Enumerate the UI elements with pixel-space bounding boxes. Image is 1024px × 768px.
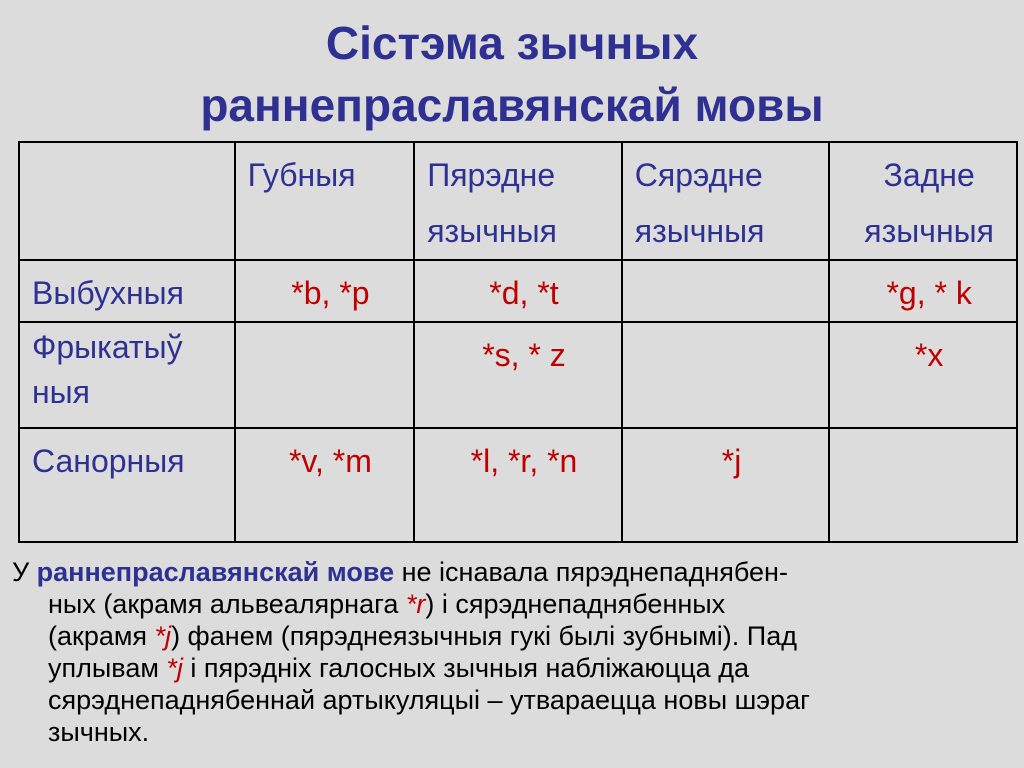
row-label-text: Выбухныя (32, 275, 184, 311)
consonant-table (18, 141, 1018, 543)
paragraph-line: зычных. (48, 717, 150, 747)
header-text: Сярэдне (634, 157, 763, 193)
table-cell: *l, *r, *n (414, 428, 622, 542)
header-back-lingual (829, 142, 1017, 260)
highlight-term: раннепраславянскай мове (36, 557, 395, 587)
header-text: язычныя (634, 213, 765, 249)
table-cell: *x (829, 322, 1017, 428)
table-cell: *d, *t (414, 260, 622, 322)
slide-title (0, 12, 1024, 136)
header-text: Пярэдне (427, 157, 556, 193)
row-label-plosive (19, 260, 235, 322)
header-text: язычныя (427, 213, 557, 249)
row-label-text: Фрыкатыў (32, 329, 183, 365)
text-span: У (12, 557, 37, 587)
header-row (19, 142, 1017, 260)
table-row (19, 322, 1017, 428)
explanation-paragraph (12, 556, 1010, 748)
table-row (19, 428, 1017, 542)
table-cell (829, 428, 1017, 542)
table-cell (235, 322, 415, 428)
table-cell (622, 260, 830, 322)
table-cell: *v, *m (235, 428, 415, 542)
phoneme-j: *j (166, 653, 183, 683)
header-text: Губныя (247, 157, 356, 193)
table-cell: *g, * k (829, 260, 1017, 322)
row-label-fricative (19, 322, 235, 428)
text-span: не існавала пярэднепаднябен- (394, 557, 788, 587)
row-label-text: ныя (32, 374, 90, 410)
table-cell: *j (622, 428, 830, 542)
header-text: язычныя (864, 213, 994, 249)
row-label-text: Санорныя (32, 443, 185, 479)
header-front-lingual (414, 142, 622, 260)
phoneme-r: *r (405, 589, 426, 619)
header-middle-lingual (622, 142, 830, 260)
text-span: ) фанем (пярэднеязычныя гукі былі зубнымі). Пад (171, 621, 797, 651)
header-text: Задне (883, 157, 975, 193)
paragraph-line (12, 652, 1010, 684)
text-span: уплывам (48, 653, 167, 683)
text-span: і пярэдніх галосных зычныя набліжаюцца да (182, 653, 749, 683)
text-span: ) і сярэднепаднябенных (425, 589, 726, 619)
paragraph-line (12, 588, 1010, 620)
table-row (19, 260, 1017, 322)
header-empty-cell (19, 142, 235, 260)
phoneme-j: *j (154, 621, 172, 651)
table-cell: *b, *p (235, 260, 415, 322)
title-line-1: Сістэма зычных (325, 17, 699, 69)
row-label-sonorant (19, 428, 235, 542)
table-cell (622, 322, 830, 428)
title-line-2: раннепраславянскай мовы (200, 79, 824, 131)
paragraph-line (12, 620, 1010, 652)
paragraph-line: сярэднепаднябеннай артыкуляцыі – утвараецца новы шэраг (48, 685, 810, 715)
header-labial (235, 142, 415, 260)
text-span: (акрамя (48, 621, 155, 651)
table-cell: *s, * z (414, 322, 622, 428)
paragraph-line (12, 556, 1010, 588)
text-span: ных (акрамя альвеалярнага (48, 589, 406, 619)
